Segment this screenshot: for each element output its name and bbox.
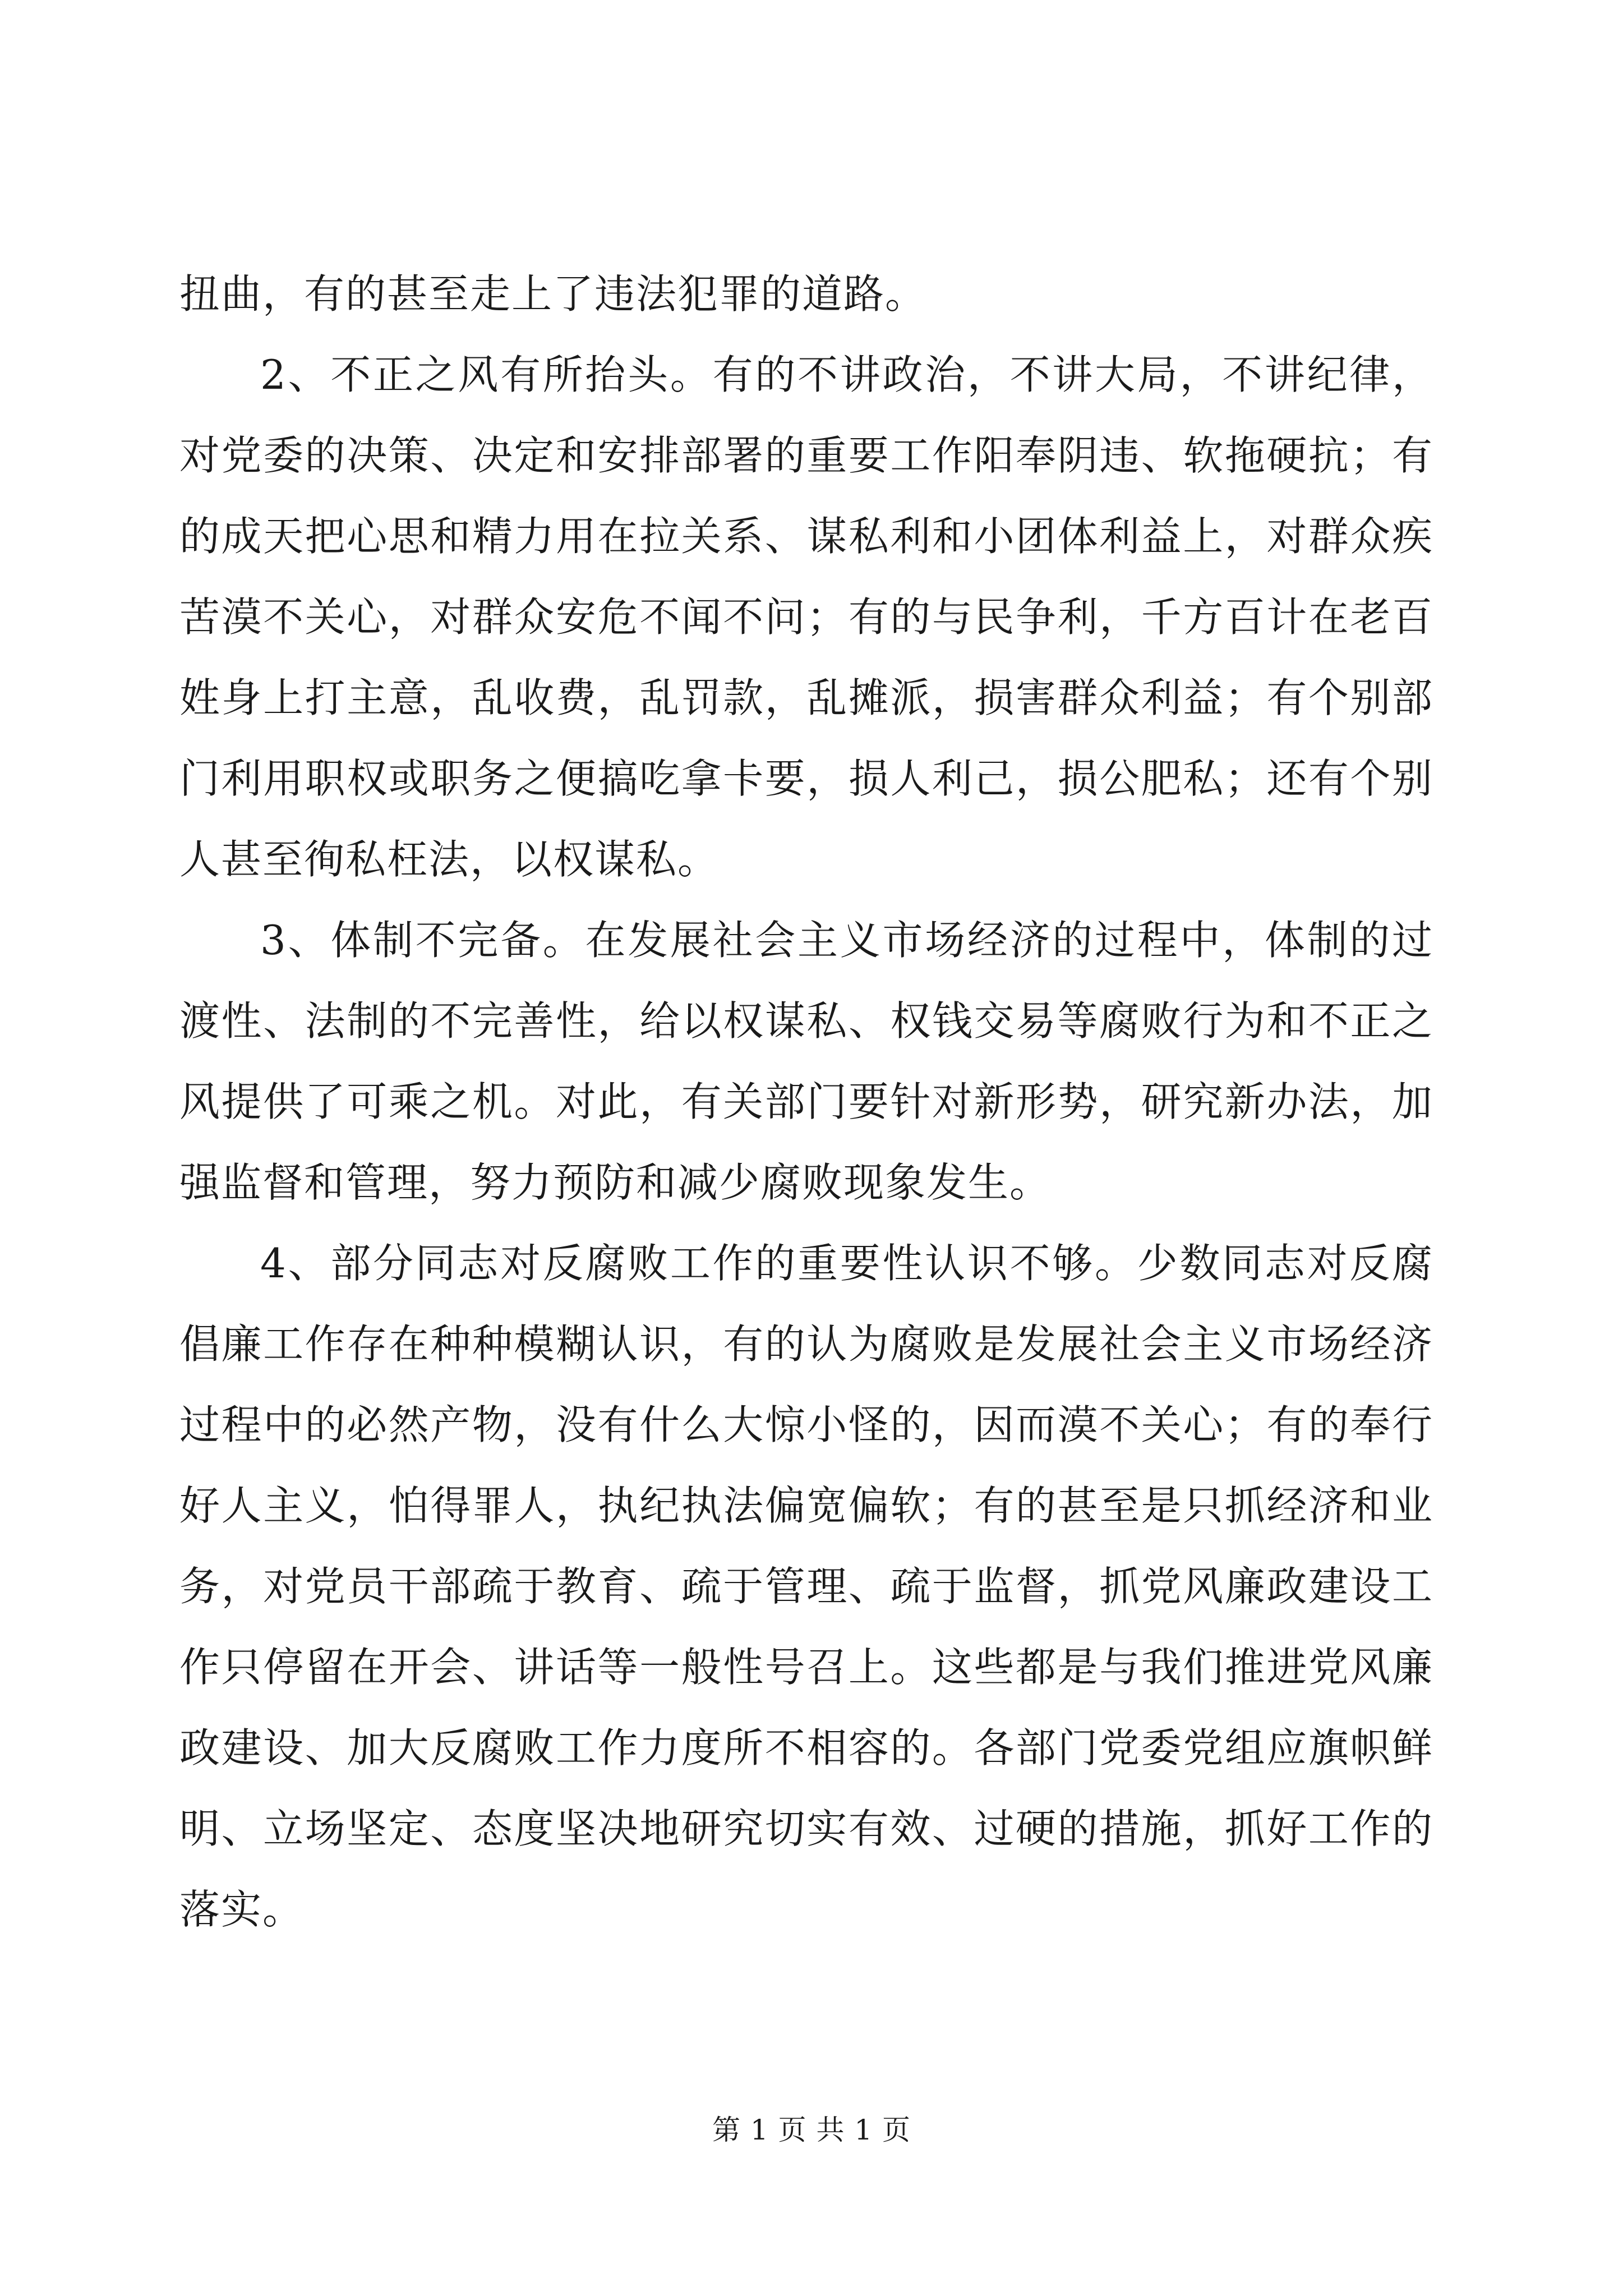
page-footer: 第 1 页 共 1 页 — [712, 2114, 911, 2146]
paragraph-3-system-incomplete: 3、体制不完备。在发展社会主义市场经济的过程中，体制的过渡性、法制的不完善性，给以权谋私、权钱交易等腐败行为和不正之风提供了可乘之机。对此，有关部门要针对新形势，研究新办法，加强监督和管理，努力预防和减少腐败现象发生。 — [179, 917, 1433, 1206]
paragraph-2-unhealthy-practices: 2、不正之风有所抬头。有的不讲政治，不讲大局，不讲纪律，对党委的决策、决定和安排部署的重要工作阳奉阴违、软拖硬抗；有的成天把心思和精力用在拉关系、谋私利和小团体利益上，对群众疾苦漠不关心，对群众安危不闻不问；有的与民争利，千方百计在老百姓身上打主意，乱收费，乱罚款，乱摊派，损害群众利益；有个别部门利用职权或职务之便搞吃拿卡要，损人利己，损公肥私；还有个别人甚至徇私枉法，以权谋私。 — [179, 351, 1433, 883]
paragraph-continuation: 扭曲，有的甚至走上了违法犯罪的道路。 — [179, 270, 927, 318]
document-body — [179, 254, 1433, 1950]
paragraph-4-insufficient-awareness: 4、部分同志对反腐败工作的重要性认识不够。少数同志对反腐倡廉工作存在种种模糊认识，有的认为腐败是发展社会主义市场经济过程中的必然产物，没有什么大惊小怪的，因而漠不关心；有的奉行好人主义，怕得罪人，执纪执法偏宽偏软；有的甚至是只抓经济和业务，对党员干部疏于教育、疏于管理、疏于监督，抓党风廉政建设工作只停留在开会、讲话等一般性号召上。这些都是与我们推进党风廉政建设、加大反腐败工作力度所不相容的。各部门党委党组应旗帜鲜明、立场坚定、态度坚决地研究切实有效、过硬的措施，抓好工作的落实。 — [179, 1240, 1433, 1933]
